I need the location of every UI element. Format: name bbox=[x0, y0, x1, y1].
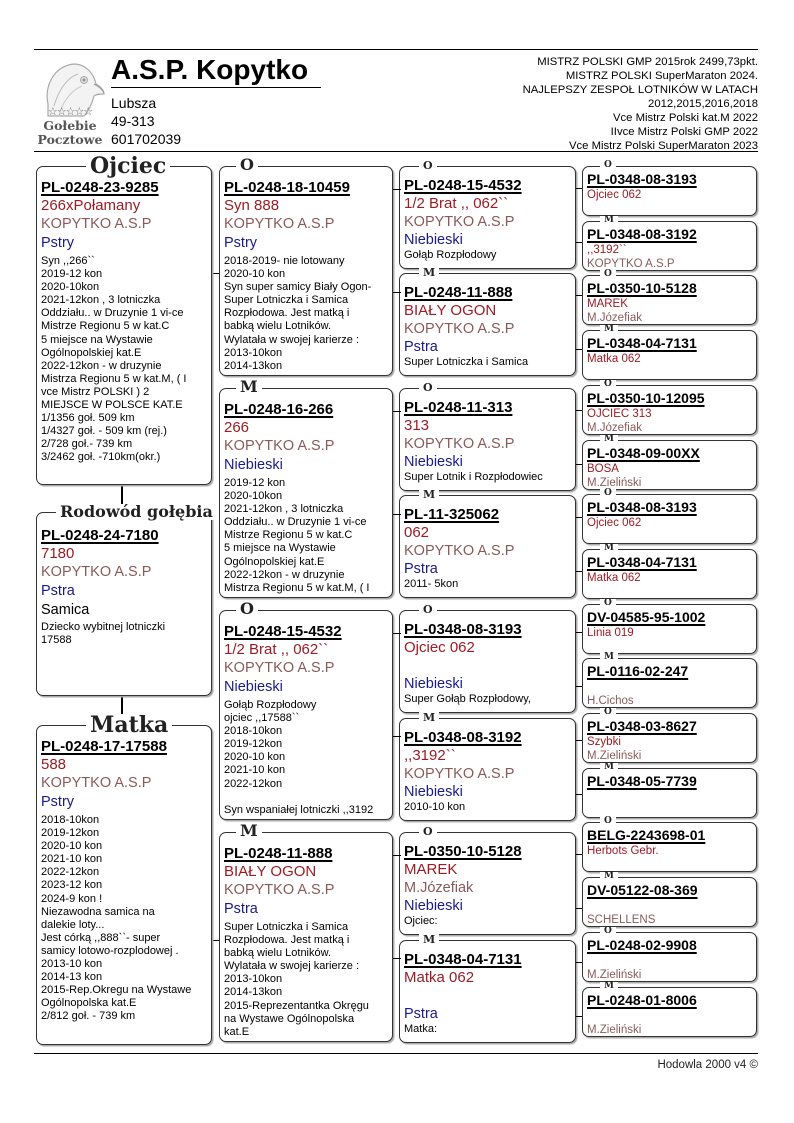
sire-label: O bbox=[600, 161, 616, 170]
breeder-name bbox=[404, 657, 571, 675]
top-rule bbox=[34, 49, 758, 50]
breeder-name: KOPYTKO A.S.P bbox=[41, 775, 152, 791]
gen3-card[interactable] bbox=[399, 610, 576, 713]
gen4-card[interactable] bbox=[582, 877, 757, 927]
connector-line bbox=[576, 242, 582, 243]
pigeon-name: Matka 062 bbox=[587, 353, 641, 365]
pigeon-name: ,,3192`` bbox=[404, 747, 456, 764]
gen3-card[interactable] bbox=[399, 166, 576, 269]
description: 2011- 5kon bbox=[404, 578, 459, 590]
award-line: MISTRZ POLSKI SuperMaraton 2024. bbox=[565, 70, 758, 82]
breeder-title: A.S.P. Kopytko bbox=[111, 54, 321, 88]
dam-label: M bbox=[600, 435, 618, 444]
gen3-card[interactable] bbox=[399, 940, 576, 1043]
pigeon-name: 266 bbox=[224, 419, 250, 436]
feather-color: Pstra bbox=[404, 1006, 438, 1022]
breeder-name: KOPYTKO A.S.P bbox=[404, 214, 515, 230]
pigeon-name: 266xPołamany bbox=[41, 197, 141, 214]
pigeon-name bbox=[587, 899, 752, 913]
address-city: Lubsza bbox=[111, 95, 157, 111]
gen4-card[interactable] bbox=[582, 385, 757, 435]
ring-number: PL-0348-08-3192 bbox=[404, 729, 522, 746]
dam-label: M bbox=[419, 267, 439, 278]
gen2-card[interactable] bbox=[219, 832, 393, 1042]
ring-number: PL-0348-04-7131 bbox=[587, 554, 697, 570]
breeder-name: KOPYTKO A.S.P bbox=[404, 543, 515, 559]
ring-number: PL-0348-04-7131 bbox=[587, 335, 697, 351]
dam-label: M bbox=[600, 982, 618, 991]
connector-line bbox=[576, 794, 582, 795]
gen4-card[interactable] bbox=[582, 822, 757, 872]
footer-rule bbox=[34, 1053, 758, 1054]
description: Super Lotniczka i Samica bbox=[404, 356, 529, 368]
gen4-card[interactable] bbox=[582, 713, 757, 763]
pigeon-name: Ojciec 062 bbox=[404, 639, 475, 656]
description: 2019-12 kon 2020-10kon 2021-12kon , 3 lotniczka Oddziału.. w Druzynie 1 vi-ce Mistrze Regionu 5 w kat.C 5 miejsce na Wystawie Ogólnopolskiej kat.E 2022-12kon - w druzynie Mistrza Regionu 5 w kat.M, ( I bbox=[224, 477, 370, 594]
feather-color: Pstra bbox=[224, 901, 258, 917]
sex: Samica bbox=[41, 602, 90, 618]
sire-label: O bbox=[600, 927, 616, 936]
pigeon-name: MAREK bbox=[404, 861, 458, 878]
pigeon-name bbox=[587, 790, 752, 804]
ring-number: PL-0248-16-266 bbox=[224, 401, 334, 418]
gen3-card[interactable] bbox=[399, 718, 576, 821]
pigeon-name: 588 bbox=[41, 756, 67, 773]
connector-line bbox=[393, 736, 401, 737]
breeder-name: SCHELLENS bbox=[587, 914, 656, 926]
connector-line bbox=[393, 958, 401, 959]
pigeon-name: Herbots Gebr. bbox=[587, 845, 659, 857]
pigeon-name: BIAŁY OGON bbox=[224, 863, 317, 880]
feather-color: Pstra bbox=[404, 339, 438, 355]
pigeon-name bbox=[587, 954, 752, 968]
dam-label: M bbox=[419, 934, 439, 945]
connector-line bbox=[393, 189, 401, 190]
feather-color: Niebieski bbox=[404, 898, 463, 914]
feather-color: Pstra bbox=[41, 583, 75, 599]
logo-text-line2: Pocztowe bbox=[37, 132, 103, 147]
gen4-card[interactable] bbox=[582, 166, 757, 216]
breeder-name: M.Józefiak bbox=[587, 422, 642, 434]
gen2-card[interactable] bbox=[219, 166, 393, 376]
mother-card[interactable] bbox=[36, 725, 212, 1045]
gen2-card[interactable] bbox=[219, 388, 393, 598]
breeder-name: KOPYTKO A.S.P bbox=[224, 882, 335, 898]
breeder-name: KOPYTKO A.S.P bbox=[224, 660, 335, 676]
connector-line bbox=[576, 1016, 582, 1017]
pigeon-name: 1/2 Brat ,, 062`` bbox=[404, 195, 509, 212]
pigeon-name: Syn 888 bbox=[224, 197, 280, 214]
ring-number: PL-0248-24-7180 bbox=[41, 527, 159, 544]
breeder-name: H.Cichos bbox=[587, 695, 634, 707]
description: 2018-2019- nie lotowany 2020-10 kon Syn super samicy Biały Ogon- Super Lotniczka i Samica Rozpłodowa. Jest matką i babką wielu Lotników. Wylatała w swojej karierze : 2013-10kon 2014-13kon bbox=[224, 255, 372, 372]
gen4-card[interactable] bbox=[582, 494, 757, 544]
dam-label: M bbox=[236, 379, 262, 395]
gen4-card[interactable] bbox=[582, 768, 757, 818]
sire-label: O bbox=[419, 604, 437, 615]
breeder-name: M.Zieliński bbox=[587, 1024, 642, 1036]
feather-color: Niebieski bbox=[224, 679, 283, 695]
dam-label: M bbox=[236, 823, 262, 839]
gen4-card[interactable] bbox=[582, 658, 757, 708]
subject-label: Rodowód gołębia bbox=[56, 504, 217, 520]
award-line: MISTRZ POLSKI GMP 2015rok 2499,73pkt. bbox=[537, 56, 758, 68]
ring-number: PL-0348-08-3193 bbox=[404, 621, 522, 638]
connector-line bbox=[576, 854, 582, 855]
description: Super Lotniczka i Samica Rozpłodowa. Jest matką i babką wielu Lotników. Wylatała w swojej karierze : 2013-10kon 2014-13kon 2015-Reprezentantka Okręgu na Wystawe Ogólnopolska kat.E bbox=[224, 921, 369, 1038]
ring-number: PL-0248-11-313 bbox=[404, 399, 513, 416]
ring-number: PL-0248-23-9285 bbox=[41, 179, 159, 196]
description: Syn ,,266`` 2019-12 kon 2020-10kon 2021-12kon , 3 lotniczka Oddziału.. w Druzynie 1 vi-ce Mistrze Regionu 5 w kat.C 5 miejsce na Wystawie Ogólnopolskiej kat.E 2022-12kon - w druzynie Mistrza Regionu 5 w kat.M, ( I vce Mistrz POLSKI ) 2 MIEJSCE W POLSCE KAT.E 1/1356 goł. 509 km 1/4327 goł. - 509 km (rej.) 2/728 goł.- 739 km 3/2462 goł. -710km(okr.) bbox=[41, 255, 187, 464]
sire-label: O bbox=[600, 270, 616, 279]
pigeon-name: 7180 bbox=[41, 545, 75, 562]
gen4-card[interactable] bbox=[582, 987, 757, 1037]
connector-line bbox=[211, 940, 219, 941]
connector-line bbox=[393, 292, 401, 293]
connector-line bbox=[576, 517, 582, 518]
connector-line bbox=[576, 188, 582, 189]
breeder-name: M.Zieliński bbox=[587, 969, 642, 981]
ring-number: DV-05122-08-369 bbox=[587, 882, 698, 898]
gen4-card[interactable] bbox=[582, 549, 757, 599]
pigeon-name bbox=[587, 1009, 752, 1023]
father-card[interactable] bbox=[36, 166, 212, 485]
dam-label: M bbox=[419, 712, 439, 723]
connector-line bbox=[393, 855, 401, 856]
breeder-name bbox=[404, 987, 571, 1005]
connector-line bbox=[211, 273, 219, 274]
award-line: NAJLEPSZY ZESPOŁ LOTNIKÓW W LATACH bbox=[522, 84, 758, 96]
feather-color: Pstry bbox=[41, 235, 75, 251]
gen4-card[interactable] bbox=[582, 932, 757, 982]
connector-line bbox=[576, 349, 582, 350]
sire-label: O bbox=[236, 601, 258, 617]
ring-number: PL-0248-17-17588 bbox=[41, 738, 167, 755]
feather-color: Pstry bbox=[224, 235, 258, 251]
ring-number: BELG-2243698-01 bbox=[587, 827, 706, 843]
ring-number: PL-0248-15-4532 bbox=[224, 623, 342, 640]
sire-label: O bbox=[419, 160, 437, 171]
award-line: IIvce Mistrz Polski GMP 2022 bbox=[610, 126, 758, 138]
description: Ojciec: bbox=[404, 915, 438, 927]
description: 2010-10 kon bbox=[404, 801, 466, 813]
ring-number: PL-0348-03-8627 bbox=[587, 718, 697, 734]
ring-number: PL-0348-04-7131 bbox=[404, 951, 522, 968]
sire-label: O bbox=[236, 157, 258, 173]
address-postcode: 49-313 bbox=[111, 113, 155, 129]
breeder-name: KOPYTKO A.S.P bbox=[404, 766, 515, 782]
dam-label: M bbox=[600, 653, 618, 662]
connector-line bbox=[393, 411, 401, 412]
ring-number: PL-0248-01-8006 bbox=[587, 992, 697, 1008]
connector-line bbox=[576, 740, 582, 741]
ring-number: PL-0248-18-10459 bbox=[224, 179, 350, 196]
breeder-name: KOPYTKO A.S.P bbox=[404, 321, 515, 337]
ring-number: PL-0348-08-3192 bbox=[587, 226, 697, 242]
sire-label: O bbox=[600, 489, 616, 498]
connector-line bbox=[576, 464, 582, 465]
award-line: 2012,2015,2016,2018 bbox=[648, 98, 758, 110]
pigeon-name: OJCIEC 313 bbox=[587, 408, 652, 420]
pigeon-name: Matka 062 bbox=[587, 572, 641, 584]
connector-line bbox=[576, 410, 582, 411]
dam-label: M bbox=[600, 216, 618, 225]
description: 2018-10kon 2019-12kon 2020-10 kon 2021-10 kon 2022-12kon 2023-12 kon 2024-9 kon ! Niezawodna samica na dalekie loty... Jest córką ,,888``- super samicy lotowo-rozplodowej . 2013-10 kon 2014-13 kon 2015-Rep.Okregu na Wystawe Ogólnopolska kat.E 2/812 goł. - 739 km bbox=[41, 814, 192, 1023]
gen3-card[interactable] bbox=[399, 273, 576, 376]
feather-color: Niebieski bbox=[224, 457, 283, 473]
sire-label: O bbox=[419, 382, 437, 393]
pigeon-name: Matka 062 bbox=[404, 969, 475, 986]
connector-line bbox=[576, 962, 582, 963]
award-line: Vce Mistrz Polski kat.M 2022 bbox=[612, 112, 758, 124]
breeder-name: KOPYTKO A.S.P bbox=[587, 258, 675, 270]
gen4-card[interactable] bbox=[582, 275, 757, 325]
breeder-name: M.Józefiak bbox=[404, 880, 474, 896]
pigeon-name: BIAŁY OGON bbox=[404, 302, 497, 319]
description: Gołąb Rozpłodowy bbox=[404, 249, 497, 261]
ring-number: PL-0348-09-00XX bbox=[587, 445, 700, 461]
breeder-name: M.Zieliński bbox=[587, 750, 642, 762]
ring-number: PL-0348-08-3193 bbox=[587, 171, 697, 187]
logo-text-line1: Gołebie bbox=[43, 118, 97, 133]
breeder-name: KOPYTKO A.S.P bbox=[404, 436, 515, 452]
breeder-name: KOPYTKO A.S.P bbox=[41, 216, 152, 232]
feather-color: Pstry bbox=[41, 794, 75, 810]
description: Super Gołąb Rozpłodowy, bbox=[404, 693, 531, 705]
ring-number: PL-0248-11-888 bbox=[224, 845, 333, 862]
pigeon-name: Ojciec 062 bbox=[587, 517, 642, 529]
sire-label: O bbox=[419, 826, 437, 837]
ring-number: PL-0350-10-5128 bbox=[587, 280, 697, 296]
pigeon-name: Szybki bbox=[587, 736, 621, 748]
gen3-card[interactable] bbox=[399, 495, 576, 598]
gen3-card[interactable] bbox=[399, 388, 576, 491]
ring-number: PL-0350-10-12095 bbox=[587, 390, 705, 406]
ring-number: PL-11-325062 bbox=[404, 506, 500, 523]
award-line: Vce Mistrz Polski SuperMaraton 2023 bbox=[569, 140, 758, 152]
feather-color: Pstra bbox=[404, 561, 438, 577]
dam-label: M bbox=[600, 544, 618, 553]
ring-number: PL-0350-10-5128 bbox=[404, 843, 522, 860]
gen4-card[interactable] bbox=[582, 604, 757, 654]
breeder-name: KOPYTKO A.S.P bbox=[224, 216, 335, 232]
pigeon-name: 313 bbox=[404, 417, 430, 434]
pigeon-name: ,,3192`` bbox=[587, 244, 627, 256]
pigeon-name: 062 bbox=[404, 524, 430, 541]
ring-number: PL-0116-02-247 bbox=[587, 663, 689, 679]
description: Super Lotnik i Rozpłodowiec bbox=[404, 471, 543, 483]
ring-number: PL-0248-11-888 bbox=[404, 284, 513, 301]
ring-number: PL-0348-05-7739 bbox=[587, 773, 697, 789]
description: Matka: bbox=[404, 1023, 438, 1035]
sire-label: O bbox=[600, 817, 616, 826]
breeder-name: M.Józefiak bbox=[587, 312, 642, 324]
description: Gołąb Rozpłodowy ojciec ,,17588`` 2018-10kon 2019-12kon 2020-10 kon 2021-10 kon 2022-12kon Syn wspaniałej lotniczki ,,3192 bbox=[224, 699, 374, 816]
mother-label: Matka bbox=[86, 714, 172, 736]
sire-label: O bbox=[600, 708, 616, 717]
dam-label: M bbox=[600, 872, 618, 881]
ring-number: PL-0348-08-3193 bbox=[587, 499, 697, 515]
pigeon-name: Ojciec 062 bbox=[587, 189, 642, 201]
breeder-name: M.Zieliński bbox=[587, 477, 642, 489]
description: Dziecko wybitnej lotniczki 17588 bbox=[41, 621, 166, 647]
dam-label: M bbox=[419, 489, 439, 500]
breeder-name: KOPYTKO A.S.P bbox=[224, 438, 335, 454]
ring-number: PL-0248-02-9908 bbox=[587, 937, 697, 953]
dam-label: M bbox=[600, 325, 618, 334]
gen3-card[interactable] bbox=[399, 832, 576, 935]
connector-line bbox=[576, 295, 582, 296]
footer-credit: Hodowla 2000 v4 © bbox=[657, 1059, 758, 1071]
address-phone: 601702039 bbox=[111, 131, 182, 147]
feather-color: Niebieski bbox=[404, 676, 463, 692]
gen2-card[interactable] bbox=[219, 610, 393, 820]
awards-list bbox=[458, 55, 758, 153]
connector-line bbox=[576, 632, 582, 633]
ring-number: DV-04585-95-1002 bbox=[587, 609, 706, 625]
pigeon-name: 1/2 Brat ,, 062`` bbox=[224, 641, 329, 658]
gen4-card[interactable] bbox=[582, 221, 757, 271]
connector-line bbox=[576, 686, 582, 687]
rating-stars: ☆☆☆☆☆ bbox=[47, 106, 93, 118]
pigeon-name bbox=[587, 680, 752, 694]
dam-label: M bbox=[600, 763, 618, 772]
subject-card[interactable] bbox=[36, 512, 212, 696]
pigeon-name: MAREK bbox=[587, 298, 628, 310]
connector-line bbox=[393, 514, 401, 515]
gen4-card[interactable] bbox=[582, 330, 757, 380]
feather-color: Niebieski bbox=[404, 784, 463, 800]
pigeon-name: Linia 019 bbox=[587, 627, 634, 639]
connector-line bbox=[393, 633, 401, 634]
feather-color: Niebieski bbox=[404, 454, 463, 470]
sire-label: O bbox=[600, 380, 616, 389]
father-label: Ojciec bbox=[86, 155, 170, 177]
ring-number: PL-0248-15-4532 bbox=[404, 177, 522, 194]
gen4-card[interactable] bbox=[582, 440, 757, 490]
feather-color: Niebieski bbox=[404, 232, 463, 248]
sire-label: O bbox=[600, 599, 616, 608]
connector-line bbox=[576, 908, 582, 909]
pigeon-name: BOSA bbox=[587, 463, 619, 475]
connector-line bbox=[576, 571, 582, 572]
breeder-name: KOPYTKO A.S.P bbox=[41, 564, 152, 580]
